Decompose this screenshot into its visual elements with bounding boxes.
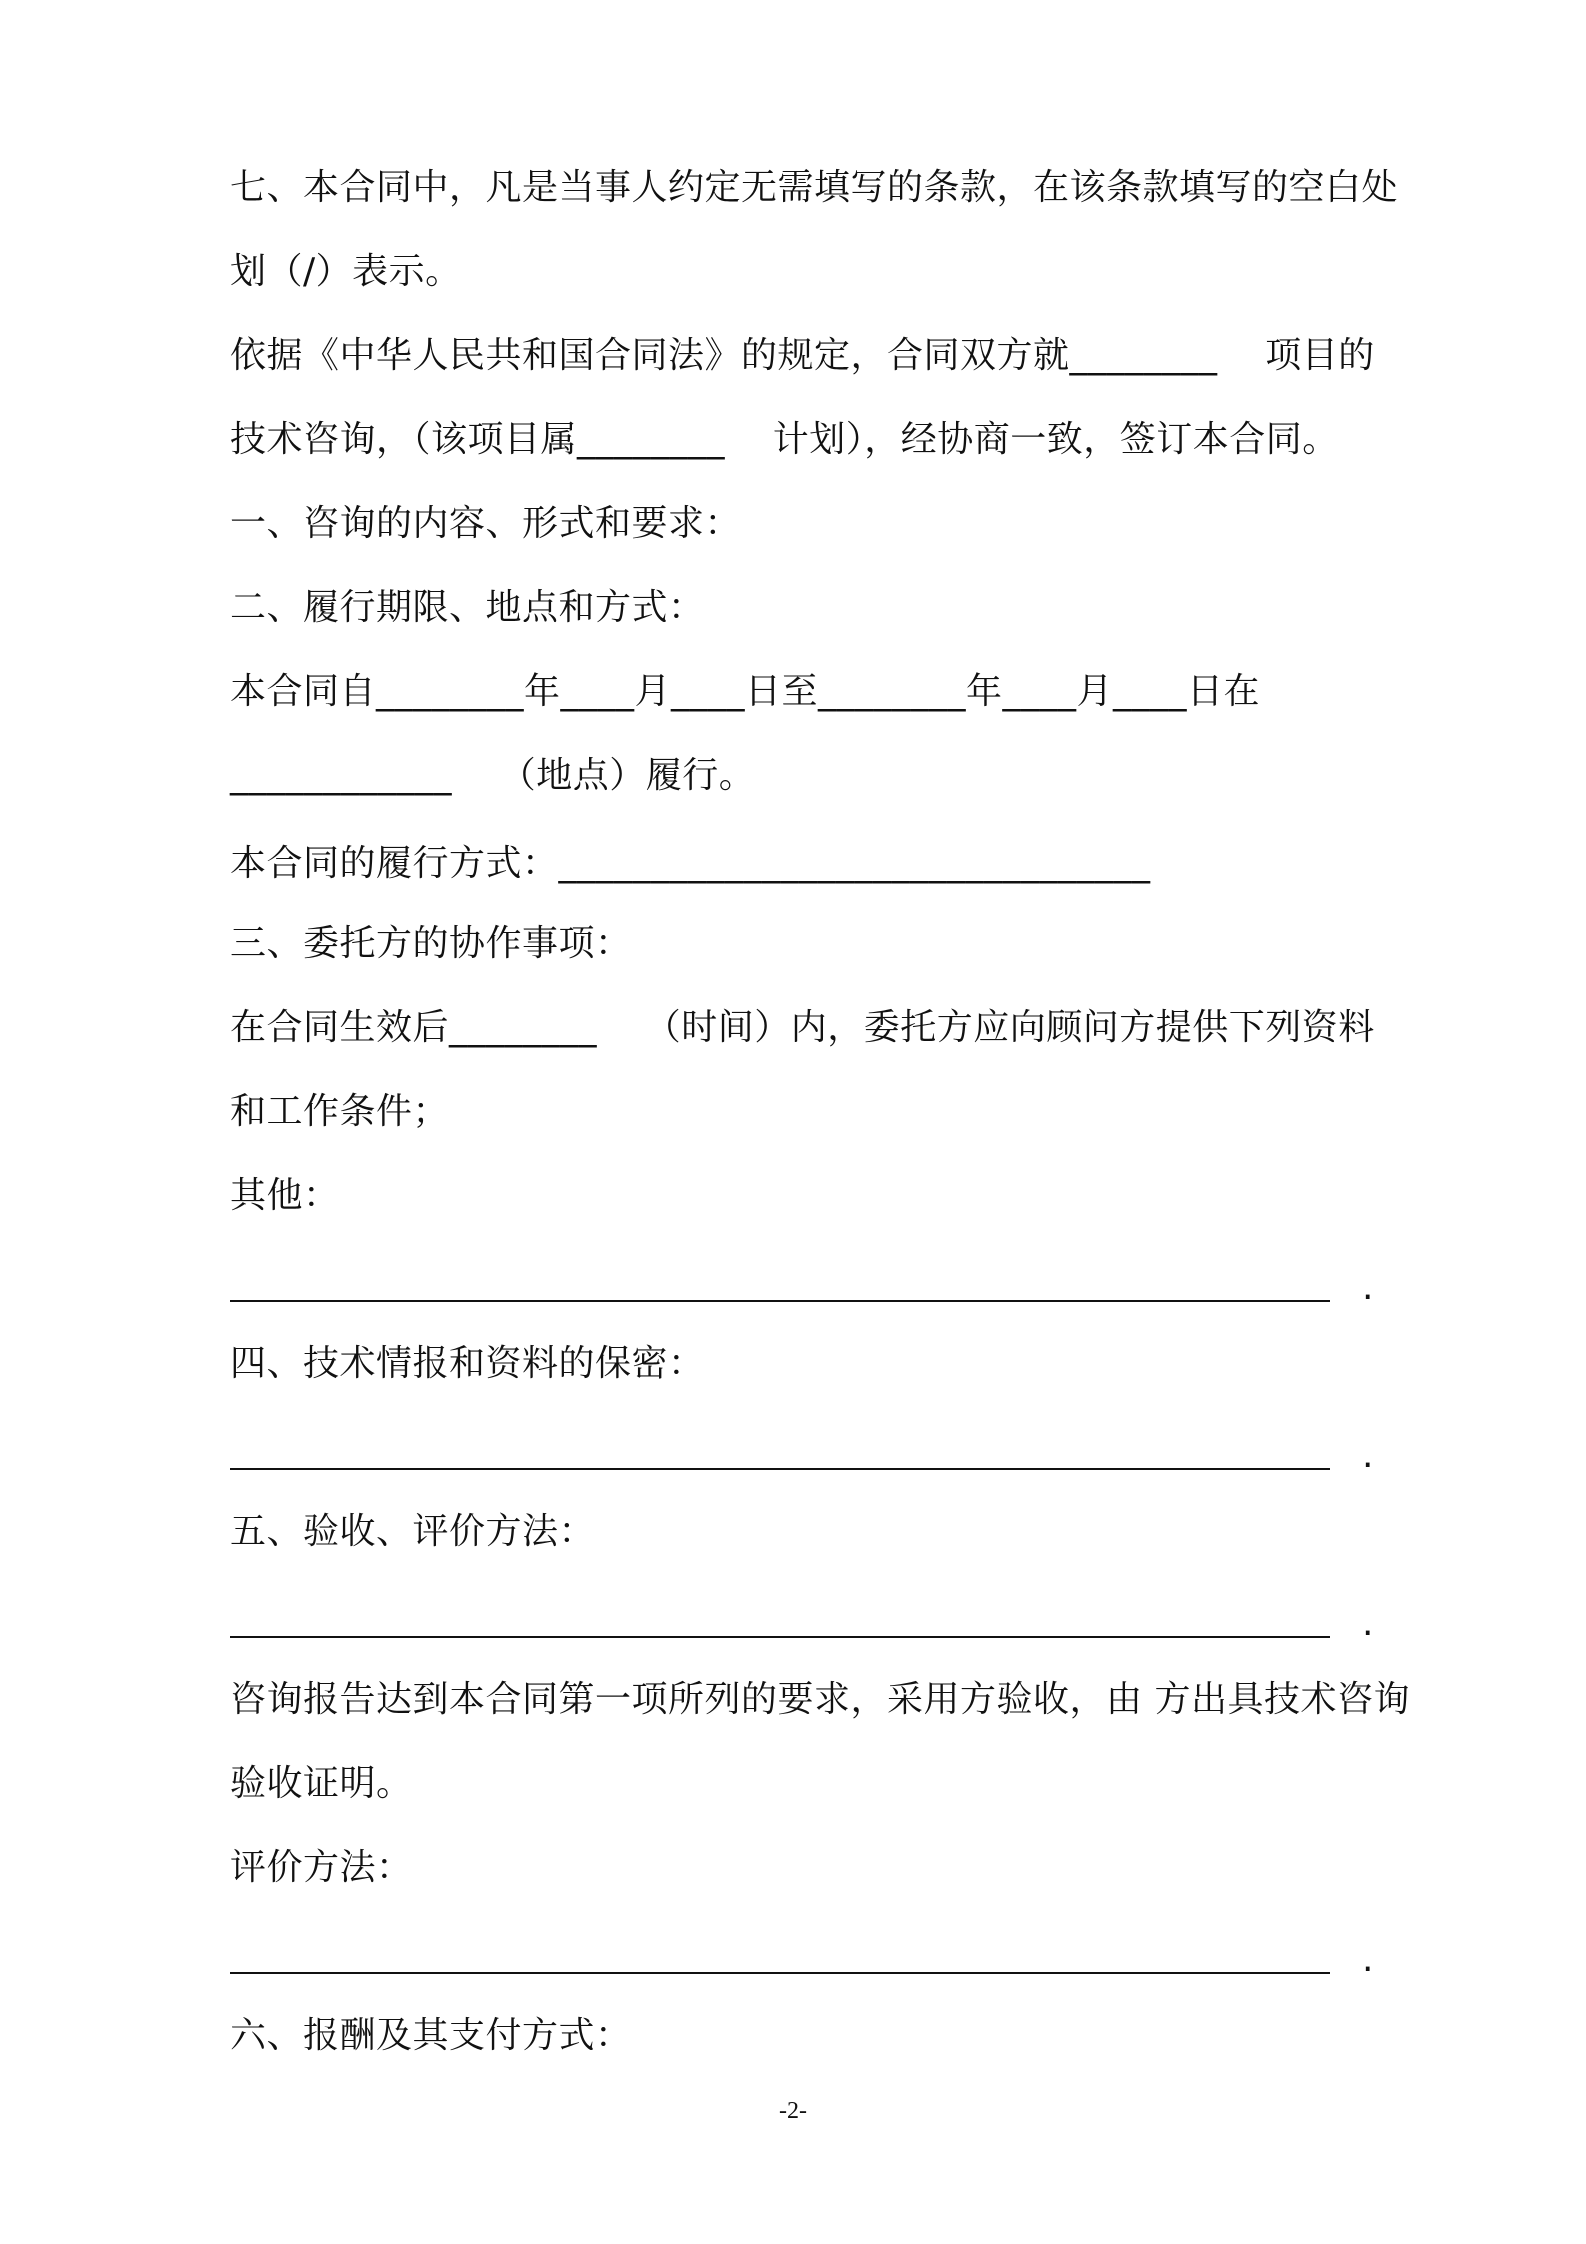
acceptance-blank-end: . xyxy=(1362,1603,1374,1644)
evaluation-blank-end: . xyxy=(1362,1939,1374,1980)
clause-7-line-1: 七、本合同中，凡是当事人约定无需填写的条款，在该条款填写的空白处 xyxy=(230,167,1399,208)
evaluation-label: 评价方法： xyxy=(230,1847,413,1888)
preamble-line-1: 依据《中华人民共和国合同法》的规定，合同双方就________ 项目的 xyxy=(230,335,1375,376)
section-2-heading: 二、履行期限、地点和方式： xyxy=(230,587,705,628)
section-1-heading: 一、咨询的内容、形式和要求： xyxy=(230,503,742,544)
other-label: 其他： xyxy=(230,1175,340,1216)
acceptance-line-1: 咨询报告达到本合同第一项所列的要求，采用方验收，由 方出具技术咨询 xyxy=(230,1679,1410,1720)
cooperation-line-2: 和工作条件； xyxy=(230,1091,450,1132)
confidentiality-blank-end: . xyxy=(1362,1435,1374,1476)
term-location-line: ____________ （地点）履行。 xyxy=(230,755,756,796)
confidentiality-blank-rule xyxy=(230,1468,1330,1470)
acceptance-line-2: 验收证明。 xyxy=(230,1763,413,1804)
section-5-heading: 五、验收、评价方法： xyxy=(230,1511,596,1552)
section-6-heading: 六、报酬及其支付方式： xyxy=(230,2015,632,2056)
section-4-heading: 四、技术情报和资料的保密： xyxy=(230,1343,705,1384)
evaluation-blank-rule xyxy=(230,1972,1330,1974)
cooperation-line-1: 在合同生效后________ （时间）内，委托方应向顾问方提供下列资料 xyxy=(230,1007,1375,1048)
term-dates-line: 本合同自________年____月____日至________年____月____日在 xyxy=(230,671,1261,712)
other-blank-rule xyxy=(230,1300,1330,1302)
clause-7-line-2: 划（/）表示。 xyxy=(230,251,462,292)
other-blank-end: . xyxy=(1362,1267,1374,1308)
performance-method-line: 本合同的履行方式：________________________________ xyxy=(230,843,1151,884)
acceptance-blank-rule xyxy=(230,1636,1330,1638)
page-number: -2- xyxy=(779,2098,807,2124)
section-3-heading: 三、委托方的协作事项： xyxy=(230,923,632,964)
preamble-line-2: 技术咨询，（该项目属________ 计划），经协商一致，签订本合同。 xyxy=(230,419,1339,460)
